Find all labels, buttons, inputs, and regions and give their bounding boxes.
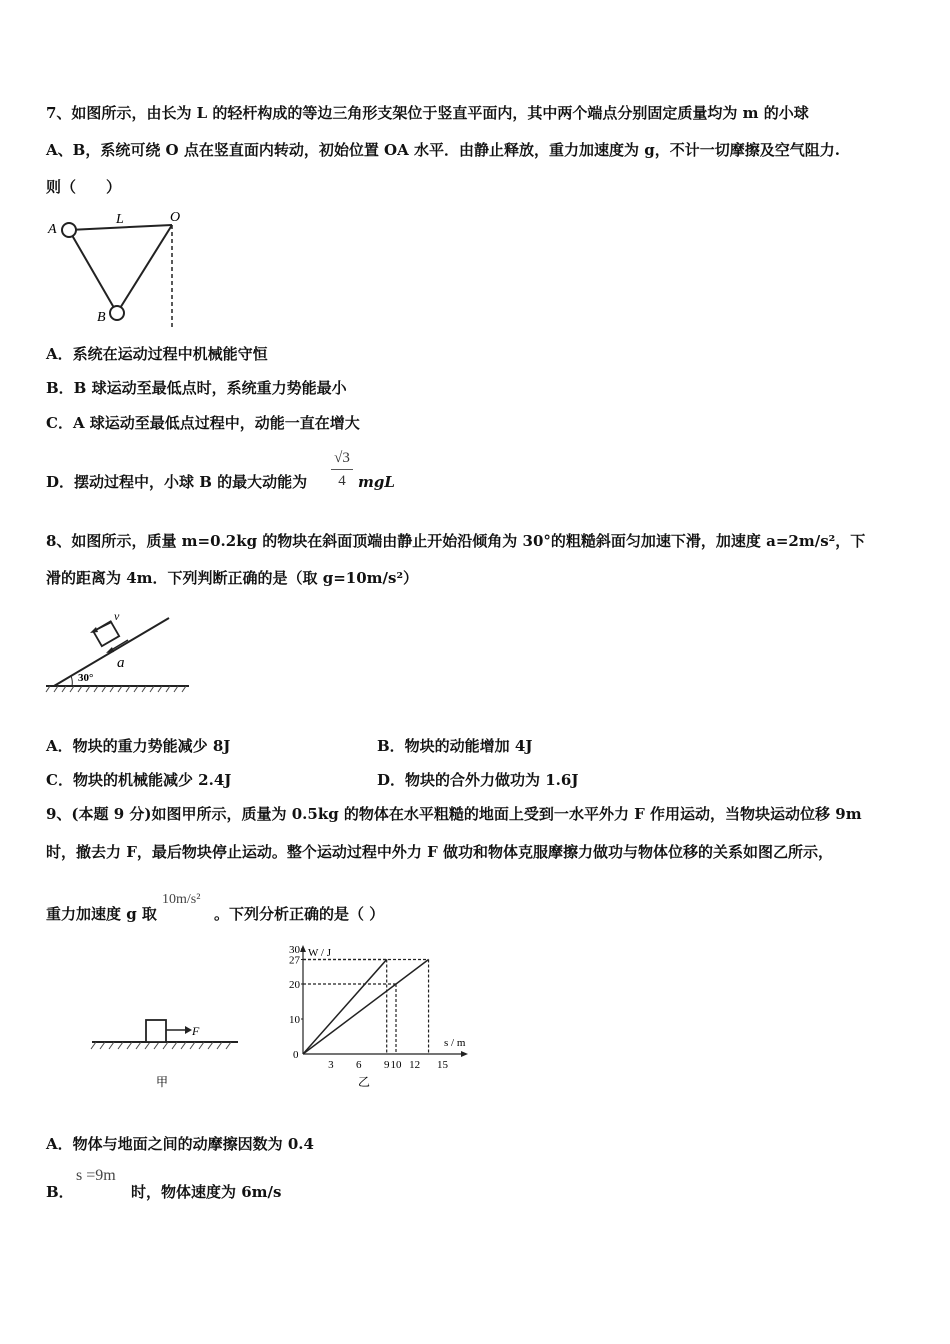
chart-origin-label: 0 bbox=[293, 1049, 299, 1061]
q8-option-a: A．物块的重力势能减少 8J bbox=[46, 737, 231, 755]
chart-caption: 乙 bbox=[358, 1075, 371, 1089]
chart-y-tick-label: 20 bbox=[289, 979, 300, 991]
chart-y-tick-label: 30 bbox=[289, 944, 300, 956]
q8-label-v: v bbox=[114, 609, 120, 623]
chart-series-line bbox=[303, 960, 429, 1055]
q7-label-l: L bbox=[116, 212, 124, 227]
q7-figure bbox=[44, 205, 194, 335]
q7-line1: 7、如图所示，由长为 L 的轻杆构成的等边三角形支架位于竖直平面内，其中两个端点分别固定质量均为 m 的小球 bbox=[46, 104, 809, 122]
chart-x-tick-label: 3 bbox=[328, 1059, 334, 1071]
chart-y-tick-label: 10 bbox=[289, 1014, 300, 1026]
q8-option-d: D．物块的合外力做功为 1.6J bbox=[377, 771, 579, 789]
chart-x-tick-label: 15 bbox=[437, 1059, 448, 1071]
chart-x-label: s / m bbox=[444, 1037, 466, 1049]
q8-option-b: B．物块的动能增加 4J bbox=[377, 737, 533, 755]
chart-x-tick-label: 9 bbox=[383, 1059, 390, 1071]
q7-option-c: C．A 球运动至最低点过程中，动能一直在增大 bbox=[46, 414, 360, 432]
q7-option-b: B．B 球运动至最低点时，系统重力势能最小 bbox=[46, 379, 347, 397]
q7-label-o: O bbox=[170, 210, 181, 225]
q9-option-b-suffix: 时，物体速度为 6m/s bbox=[131, 1183, 282, 1201]
q9-force-label: F bbox=[192, 1024, 200, 1038]
q7-option-d-suffix: mgL bbox=[358, 473, 395, 491]
q9-option-b-value: s =9m bbox=[76, 1167, 116, 1184]
q8-figure bbox=[44, 600, 204, 700]
q8-label-a: a bbox=[117, 655, 125, 671]
chart-x-tick-label: 12 bbox=[409, 1059, 421, 1071]
fraction-denominator: 4 bbox=[338, 473, 346, 489]
q7-line3: 则（ ） bbox=[46, 178, 122, 196]
q7-option-d-prefix: D．摆动过程中，小球 B 的最大动能为 bbox=[46, 473, 308, 491]
q9-option-b-prefix: B． bbox=[46, 1183, 74, 1201]
q9-option-a: A．物体与地面之间的动摩擦因数为 0.4 bbox=[46, 1135, 314, 1153]
q9-line2: 时，撤去力 F，最后物块停止运动。整个运动过程中外力 F 做功和物体克服摩擦力做功与物体位移的关系如图乙所示， bbox=[46, 843, 833, 861]
q9-line3-prefix: 重力加速度 g 取 bbox=[46, 905, 157, 923]
chart-series-line bbox=[303, 960, 387, 1055]
q8-label-angle: 30° bbox=[78, 672, 94, 684]
q7-label-b: B bbox=[97, 310, 106, 325]
chart-x-tick-label: 6 bbox=[356, 1059, 362, 1071]
q7-option-d-fraction bbox=[329, 448, 355, 491]
q8-option-c: C．物块的机械能减少 2.4J bbox=[46, 771, 232, 789]
fraction-numerator: √3 bbox=[334, 450, 350, 466]
chart-y-label: W / J bbox=[308, 947, 332, 959]
chart-y-tick-label: 27 bbox=[289, 954, 300, 967]
q7-label-a: A bbox=[48, 222, 57, 237]
q9-line3-value: 10m/s² bbox=[162, 892, 201, 907]
q9-caption-jia: 甲 bbox=[156, 1075, 169, 1089]
q9-line1: 9、(本题 9 分)如图甲所示，质量为 0.5kg 的物体在水平粗糙的地面上受到一水平外力 F 作用运动，当物块运动位移 9m bbox=[46, 805, 862, 823]
q7-option-a: A．系统在运动过程中机械能守恒 bbox=[46, 345, 268, 363]
chart-x-tick-label: 10 bbox=[390, 1059, 402, 1071]
q8-line2: 滑的距离为 4m．下列判断正确的是（取 g=10m/s²） bbox=[46, 569, 419, 587]
q7-line2: A、B，系统可绕 O 点在竖直面内转动，初始位置 OA 水平．由静止释放，重力加速度为 g，不计一切摩擦及空气阻力. bbox=[46, 141, 840, 159]
q9-chart bbox=[270, 942, 490, 1092]
q9-figure-jia bbox=[88, 1010, 248, 1090]
q8-line1: 8、如图所示，质量 m=0.2kg 的物块在斜面顶端由静止开始沿倾角为 30°的粗糙斜面匀加速下滑，加速度 a=2m/s²，下 bbox=[46, 532, 866, 550]
q9-line3-suffix: 。下列分析正确的是（ ） bbox=[214, 905, 385, 923]
